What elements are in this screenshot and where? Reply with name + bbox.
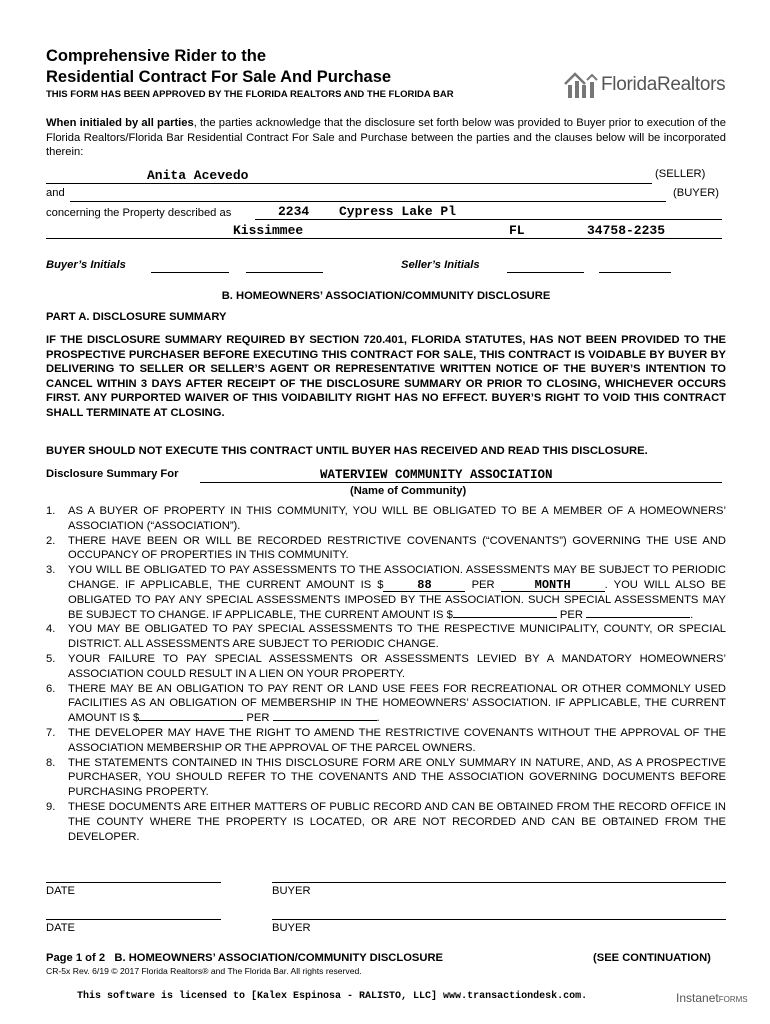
item-number: 9. [46, 800, 56, 813]
florida-realtors-logo [563, 68, 733, 102]
item-number: 4. [46, 623, 56, 636]
property-zip[interactable]: 34758-2235 [587, 223, 666, 238]
seller-name[interactable]: Anita Acevedo [147, 168, 249, 183]
special-assessment-period[interactable] [586, 617, 690, 618]
intro-paragraph [46, 116, 726, 160]
item-number: 2. [46, 534, 56, 547]
buyer-signature-label-2: BUYER [272, 922, 311, 934]
item-number: 5. [46, 652, 56, 665]
section-heading: B. HOMEOWNERS’ ASSOCIATION/COMMUNITY DISCLOSURE [221, 290, 551, 302]
community-caption: (Name of Community) [350, 485, 467, 497]
voidability-warning: IF THE DISCLOSURE SUMMARY REQUIRED BY SECTION 720.401, FLORIDA STATUTES, HAS NOT BEEN PROVIDED TO THE PROSPECTIVE PURCHASER BEFORE EXECUTING THIS CONTRACT FOR SALE, THIS CONTRACT IS VOIDABLE BY BUYER BY DELIVERING TO SELLER OR SELLER’S AGENT OR REPRESENTATIVE WRITTEN NOTICE OF THE BUYER’S INTENTION TO CANCEL WITHIN 3 DAYS AFTER RECEIPT OF THE DISCLOSURE SUMMARY OR PRIOR TO CLOSING, WHICHEVER OCCURS FIRST. ANY PURPORTED WAIVER OF THIS VOIDABILITY RIGHT HAS NO EFFECT. BUYER’S RIGHT TO VOID THIS CONTRACT SHALL TERMINATE AT CLOSING. [46, 334, 726, 419]
date-label-2: DATE [46, 922, 76, 934]
item-text: THE DEVELOPER MAY HAVE THE RIGHT TO AMEND THE RESTRICTIVE COVENANTS WITHOUT THE APPROVAL OF THE ASSOCIATION MEMBERSHIP OR THE APPROVAL OF THE PARCEL OWNERS. [68, 726, 726, 754]
list-item [46, 622, 726, 652]
seller-initials-label: Seller’s Initials [401, 259, 480, 271]
assessment-period[interactable]: MONTH [501, 579, 605, 592]
item-number: 7. [46, 726, 56, 739]
list-item [46, 756, 726, 800]
execute-warning: BUYER SHOULD NOT EXECUTE THIS CONTRACT UNTIL BUYER HAS RECEIVED AND READ THIS DISCLOSURE. [46, 445, 648, 457]
item-text: AS A BUYER OF PROPERTY IN THIS COMMUNITY, YOU WILL BE OBLIGATED TO BE A MEMBER OF A HOMEOWNERS’ ASSOCIATION (“ASSOCIATION”). [68, 505, 726, 532]
list-item [46, 682, 726, 726]
list-item [46, 534, 726, 564]
item-text: YOUR FAILURE TO PAY SPECIAL ASSESSMENTS OR ASSESSMENTS LEVIED BY A MANDATORY HOMEOWNERS’ ASSOCIATION COULD RESULT IN A LIEN ON YOUR PROPERTY. [68, 652, 726, 680]
intro-text: , the parties acknowledge that the disclosure set forth below was provided to Buyer prior to execution of the Florida Realtors/Florida Bar Residential Contract For Sale and Purchase between the parties and the clauses below will be incorporated therein: [46, 117, 726, 158]
page-number: Page 1 of 2 [46, 952, 106, 964]
instanet-wordmark: Instanet [676, 991, 719, 1005]
buyer-line[interactable] [70, 201, 666, 202]
item-text: PER [465, 578, 501, 591]
item-text: THESE DOCUMENTS ARE EITHER MATTERS OF PUBLIC RECORD AND CAN BE OBTAINED FROM THE RECORD OFFICE IN THE COUNTY WHERE THE PROPERTY IS LOCATED, OR ARE NOT RECORDED AND CAN BE OBTAINED FROM THE DEVELOPER. [68, 800, 726, 843]
seller-line [46, 183, 652, 184]
footer-page-title [46, 952, 443, 964]
item-text: YOU MAY BE OBLIGATED TO PAY SPECIAL ASSESSMENTS TO THE RESPECTIVE MUNICIPALITY, COUNTY, OR SPECIAL DISTRICT. ALL ASSESSMENTS ARE SUBJECT TO PERIODIC CHANGE. [68, 623, 726, 651]
instanet-logo [676, 991, 748, 1005]
list-item [46, 726, 726, 756]
item-text: PER [556, 608, 587, 621]
part-a-heading: PART A. DISCLOSURE SUMMARY [46, 311, 227, 323]
street-number[interactable]: 2234 [278, 204, 310, 219]
seller-label: (SELLER) [655, 168, 706, 180]
buyer-initials-field-1[interactable] [151, 272, 229, 273]
property-label: concerning the Property described as [46, 207, 232, 219]
item-text: . [376, 712, 380, 725]
instanet-suffix: FORMS [718, 995, 748, 1004]
logo-wordmark: FloridaRealtors [601, 74, 726, 95]
summary-for-label: Disclosure Summary For [46, 468, 179, 480]
intro-lead: When initialed by all parties [46, 117, 194, 129]
special-assessment-amount[interactable] [453, 617, 557, 618]
seller-initials-field-1[interactable] [507, 272, 584, 273]
item-text: . YOU WILL ALSO BE OBLIGATED TO PAY ANY SPECIAL ASSESSMENTS IMPOSED BY THE ASSOCIATION. SUCH SPECIAL ASSESSMENTS MAY BE SUBJECT TO CHANGE. IF APPLICABLE, THE CURRENT AMOUNT IS $ [68, 578, 726, 621]
buyer-signature-label-1: BUYER [272, 885, 311, 897]
buyer-initials-label: Buyer’s Initials [46, 259, 126, 271]
street-name[interactable]: Cypress Lake Pl [339, 204, 457, 219]
date-label-1: DATE [46, 885, 76, 897]
list-item [46, 563, 726, 622]
property-line [255, 219, 722, 220]
fee-period[interactable] [273, 720, 377, 721]
list-item [46, 504, 726, 534]
buyer-signature-line-1[interactable] [272, 882, 726, 883]
license-notice: This software is licensed to [Kalex Espinosa - RALISTO, LLC] www.transactiondesk.com. [77, 991, 588, 1002]
date-line-1[interactable] [46, 882, 221, 883]
seller-initials-field-2[interactable] [599, 272, 671, 273]
item-text: . [690, 608, 694, 621]
realtors-house-icon [563, 68, 601, 102]
item-number: 6. [46, 682, 56, 695]
footer-section-title: B. HOMEOWNERS’ ASSOCIATION/COMMUNITY DISCLOSURE [114, 952, 443, 964]
see-continuation: (SEE CONTINUATION) [593, 952, 711, 964]
approval-notice: THIS FORM HAS BEEN APPROVED BY THE FLORIDA REALTORS AND THE FLORIDA BAR [46, 89, 454, 100]
assessment-amount[interactable]: 88 [383, 579, 465, 592]
item-number: 3. [46, 564, 56, 577]
item-number: 8. [46, 756, 56, 769]
community-line [200, 482, 722, 483]
fee-amount[interactable] [139, 720, 243, 721]
buyer-signature-line-2[interactable] [272, 919, 726, 920]
buyer-label: (BUYER) [673, 187, 719, 199]
item-text: THERE HAVE BEEN OR WILL BE RECORDED RESTRICTIVE COVENANTS (“COVENANTS”) GOVERNING THE USE AND OCCUPANCY OF PROPERTIES IN THIS COMMUNITY. [68, 534, 726, 562]
community-name[interactable]: WATERVIEW COMMUNITY ASSOCIATION [320, 468, 553, 482]
property-state[interactable]: FL [509, 223, 525, 238]
list-item [46, 652, 726, 682]
item-text: THE STATEMENTS CONTAINED IN THIS DISCLOSURE FORM ARE ONLY SUMMARY IN NATURE, AND, AS A PROSPECTIVE PURCHASER, YOU SHOULD REFER TO THE COVENANTS AND THE ASSOCIATION GOVERNING DOCUMENTS BEFORE PURCHASING PROPERTY. [68, 756, 726, 799]
list-item [46, 800, 726, 844]
disclosure-list [46, 504, 726, 844]
item-text: THERE MAY BE AN OBLIGATION TO PAY RENT OR LAND USE FEES FOR RECREATIONAL OR OTHER COMMONLY USED FACILITIES AS AN OBLIGATION OF MEMBERSHIP IN THE HOMEOWNERS’ ASSOCIATION. IF APPLICABLE, THE CURRENT AMOUNT IS $ [68, 682, 726, 725]
property-city[interactable]: Kissimmee [233, 223, 304, 238]
property-line-2 [46, 238, 722, 239]
item-text: YOU WILL BE OBLIGATED TO PAY ASSESSMENTS TO THE ASSOCIATION. ASSESSMENTS MAY BE SUBJECT TO PERIODIC CHANGE. IF APPLICABLE, THE CURRENT AMOUNT IS $ [68, 564, 726, 591]
item-text: PER [243, 712, 273, 725]
and-label: and [46, 187, 65, 199]
buyer-initials-field-2[interactable] [246, 272, 323, 273]
item-number: 1. [46, 505, 56, 517]
form-title-line1: Comprehensive Rider to the [46, 47, 267, 65]
date-line-2[interactable] [46, 919, 221, 920]
form-title-line2: Residential Contract For Sale And Purchase [46, 68, 392, 86]
revision-notice: CR-5x Rev. 6/19 © 2017 Florida Realtors® and The Florida Bar. All rights reserved. [46, 966, 362, 976]
